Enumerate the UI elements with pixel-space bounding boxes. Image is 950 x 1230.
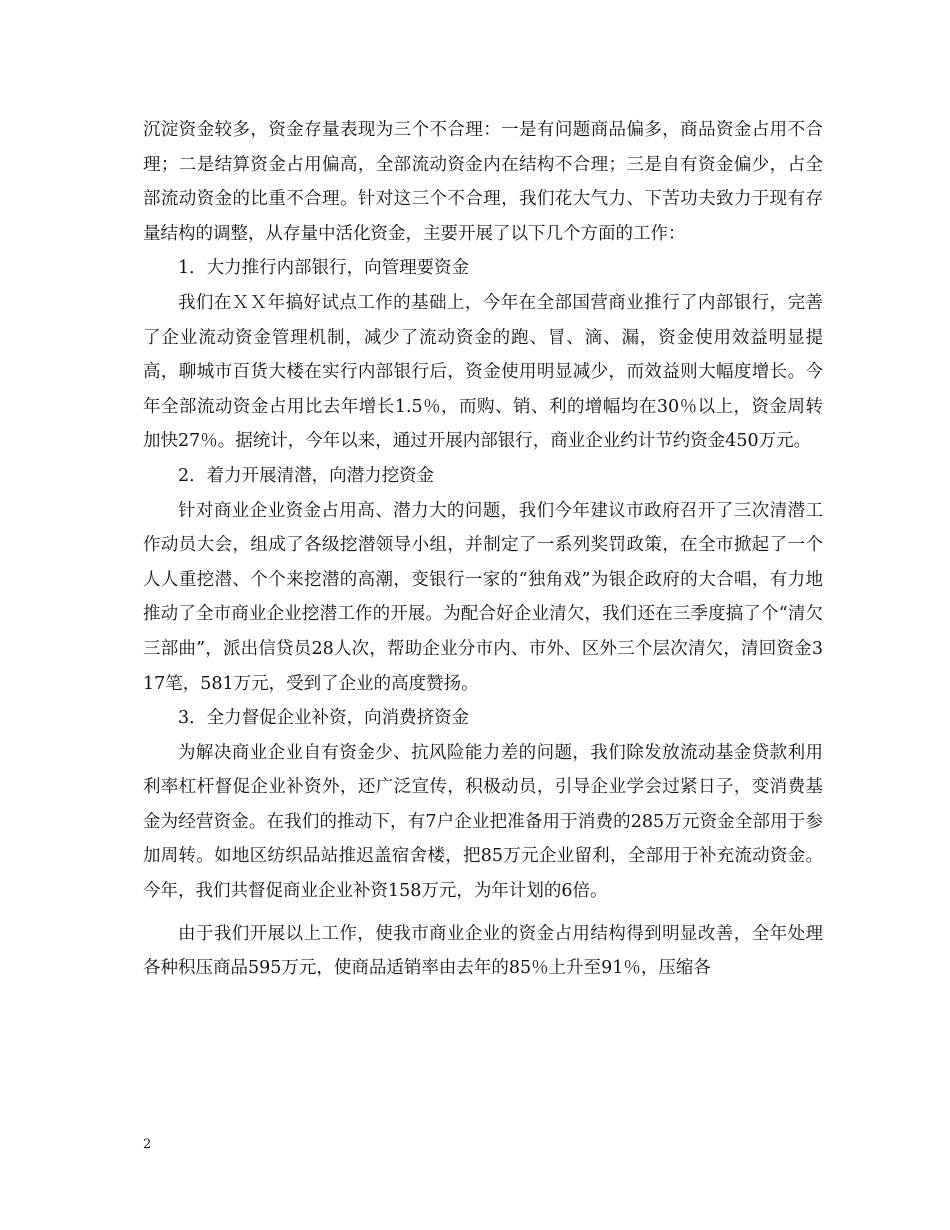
- document-body: [143, 113, 823, 986]
- section-heading-3: 3．全力督促企业补资，向消费挤资金: [178, 708, 470, 729]
- body-paragraph: 针对商业企业资金占用高、潜力大的问题，我们今年建议市政府召开了三次清潜工作动员大会，组成了各级挖潜领导小组，并制定了一系列奖罚政策，在全市掀起了一个人人重挖潜、个个来挖潜的高潮，变银行一家的“独角戏”为银企政府的大合唱，有力地推动了全市商业企业挖潜工作的开展。为配合好企业清欠，我们还在三季度搞了个“清欠三部曲”，派出信贷员28人次，帮助企业分市内、市外、区外三个层次清欠，清回资金317笔，581万元，受到了企业的高度赞扬。: [143, 500, 823, 694]
- page-number: 2: [143, 1137, 152, 1152]
- body-paragraph: 沉淀资金较多，资金存量表现为三个不合理：一是有问题商品偏多，商品资金占用不合理；二是结算资金占用偏高，全部流动资金内在结构不合理；三是自有资金偏少，占全部流动资金的比重不合理。针对这三个不合理，我们花大气力、下苦功夫致力于现有存量结构的调整，从存量中活化资金，主要开展了以下几个方面的工作：: [143, 120, 823, 244]
- body-paragraph: 由于我们开展以上工作，使我市商业企业的资金占用结构得到明显改善，全年处理各种积压商品595万元，使商品适销率由去年的85％上升至91％，压缩各: [143, 923, 823, 979]
- section-heading-2: 2．着力开展清潜，向潜力挖资金: [178, 465, 435, 486]
- body-paragraph: 我们在ＸＸ年搞好试点工作的基础上，今年在全部国营商业推行了内部银行，完善了企业流动资金管理机制，减少了流动资金的跑、冒、滴、漏，资金使用效益明显提高，聊城市百货大楼在实行内部银行后，资金使用明显减少，而效益则大幅度增长。今年全部流动资金占用比去年增长1.5％，而购、销、利的增幅均在30％以上，资金周转加快27％。据统计，今年以来，通过开展内部银行，商业企业约计节约资金450万元。: [143, 292, 823, 452]
- body-paragraph: 为解决商业企业自有资金少、抗风险能力差的问题，我们除发放流动基金贷款利用利率杠杆督促企业补资外，还广泛宣传，积极动员，引导企业学会过紧日子，变消费基金为经营资金。在我们的推动下，有7户企业把准备用于消费的285万元资金全部用于参加周转。如地区纺织品站推迟盖宿舍楼，把85万元企业留利，全部用于补充流动资金。今年，我们共督促商业企业补资158万元，为年计划的6倍。: [143, 742, 823, 902]
- section-heading-1: 1．大力推行内部银行，向管理要资金: [178, 258, 470, 279]
